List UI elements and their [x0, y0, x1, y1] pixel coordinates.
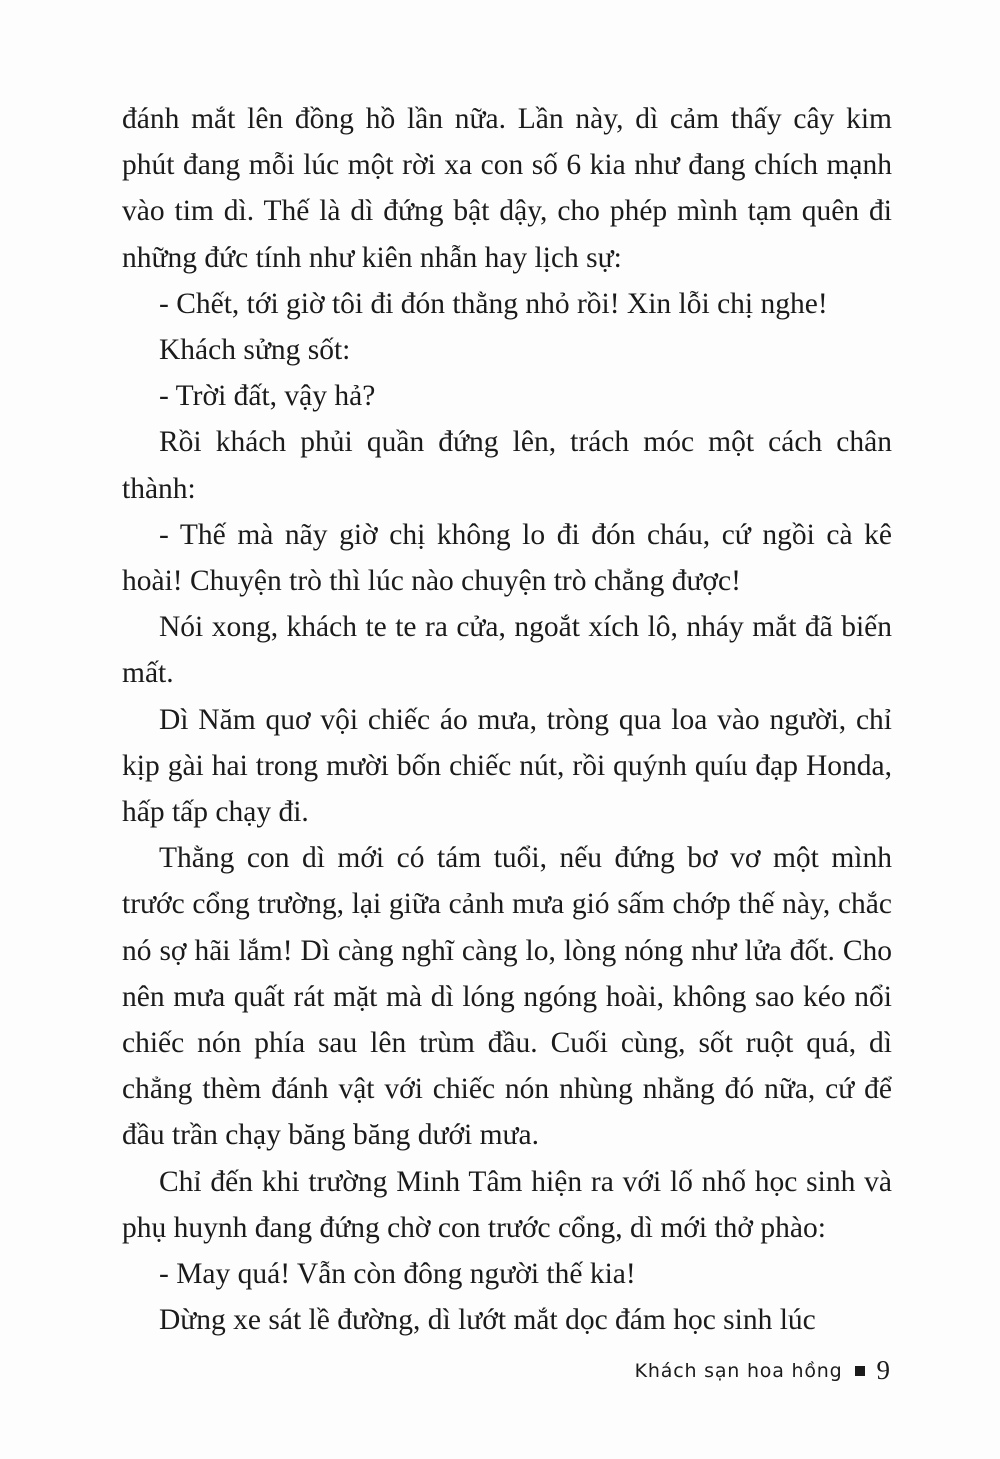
paragraph-10: Chỉ đến khi trường Minh Tâm hiện ra với lố nhố học sinh và phụ huynh đang đứng chờ con trước cổng, dì mới thở phào:	[122, 1165, 892, 1244]
square-bullet-icon	[855, 1366, 865, 1376]
paragraph-7: Nói xong, khách te te ra cửa, ngoắt xích lô, nháy mắt đã biến mất.	[122, 611, 892, 690]
page-footer	[635, 1355, 890, 1386]
page-number: 9	[876, 1355, 890, 1385]
paragraph-8: Dì Năm quơ vội chiếc áo mưa, tròng qua loa vào người, chỉ kịp gài hai trong mười bốn chiếc nút, rồi quýnh quíu đạp Honda, hấp tấp chạy đi.	[122, 703, 892, 829]
paragraph-4: - Trời đất, vậy hả?	[159, 380, 376, 413]
paragraph-11: - May quá! Vẫn còn đông người thế kia!	[159, 1258, 636, 1291]
paragraph-6: - Thế mà nãy giờ chị không lo đi đón cháu, cứ ngồi cà kê hoài! Chuyện trò thì lúc nào chuyện trò chẳng được!	[122, 518, 892, 598]
paragraph-9: Thằng con dì mới có tám tuổi, nếu đứng bơ vơ một mình trước cổng trường, lại giữa cảnh mưa gió sấm chớp thế này, chắc nó sợ hãi lắm! Dì càng nghĩ càng lo, lòng nóng như lửa đốt. Cho nên mưa quất rát mặt mà dì lóng ngóng hoài, không sao kéo nổi chiếc nón phía sau lên trùm đầu. Cuối cùng, sốt ruột quá, dì chẳng thèm đánh vật với chiếc nón nhùng nhằng đó nữa, cứ để đầu trần chạy băng băng dưới mưa.	[122, 842, 892, 1152]
paragraph-3: Khách sửng sốt:	[159, 334, 351, 367]
paragraph-1: đánh mắt lên đồng hồ lần nữa. Lần này, dì cảm thấy cây kim phút đang mỗi lúc một rời xa con số 6 kia như đang chích mạnh vào tim dì. Thế là dì đứng bật dậy, cho phép mình tạm quên đi những đức tính như kiên nhẫn hay lịch sự:	[122, 103, 892, 274]
paragraph-12: Dừng xe sát lề đường, dì lướt mắt dọc đám học sinh lúc	[159, 1304, 816, 1337]
running-title: Khách sạn hoa hồng	[634, 1359, 843, 1382]
paragraph-5: Rồi khách phủi quần đứng lên, trách móc một cách chân thành:	[122, 426, 892, 505]
paragraph-2: - Chết, tới giờ tôi đi đón thằng nhỏ rồi! Xin lỗi chị nghe!	[159, 287, 828, 320]
body-text	[122, 96, 892, 1343]
